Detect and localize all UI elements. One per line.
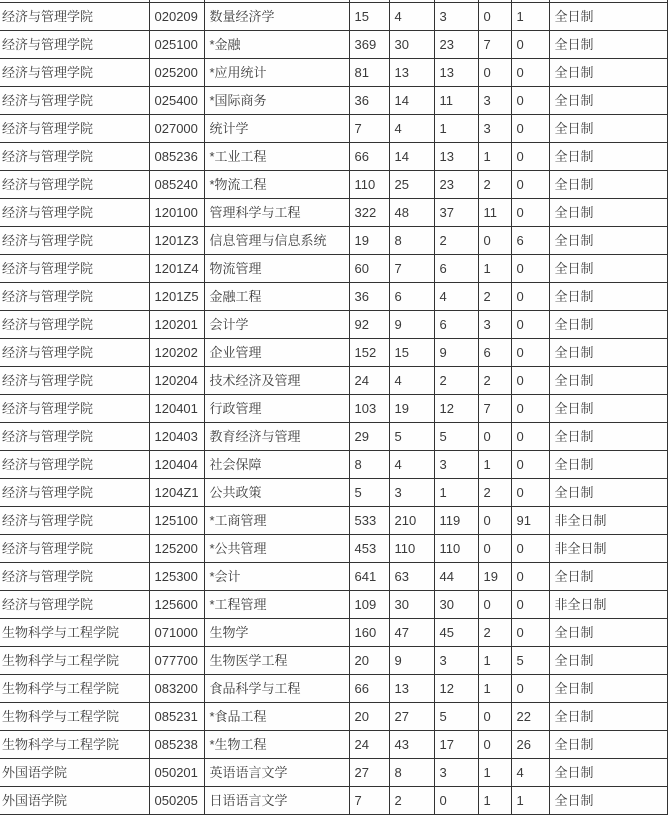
cell-num-4: 2 [478,619,511,647]
table-row [0,787,667,815]
cell-num-1: 7 [349,787,389,815]
cell-num-1: 109 [349,591,389,619]
cell-major-code: 120401 [149,395,204,423]
cell-major-name: 公共政策 [204,479,349,507]
cell-num-1: 36 [349,87,389,115]
cell-major-code: 083200 [149,675,204,703]
cell-num-2: 5 [389,423,434,451]
cell-num-3: 45 [434,619,478,647]
cell-num-5: 0 [511,535,549,563]
cell-num-5: 0 [511,87,549,115]
cell-num-1: 8 [349,451,389,479]
cell-num-1: 24 [349,731,389,759]
cell-num-5: 1 [511,3,549,31]
cell-major-name: 教育经济与管理 [204,423,349,451]
cell-num-3: 2 [434,367,478,395]
cell-study-mode: 全日制 [549,311,667,339]
cell-major-code: 020209 [149,3,204,31]
cell-study-mode: 全日制 [549,283,667,311]
cell-college: 经济与管理学院 [0,255,149,283]
cell-major-code: 050201 [149,759,204,787]
cell-study-mode: 全日制 [549,227,667,255]
cell-num-3: 3 [434,451,478,479]
cell-college: 经济与管理学院 [0,59,149,87]
cell-college: 经济与管理学院 [0,283,149,311]
cell-num-4: 11 [478,199,511,227]
cell-college: 经济与管理学院 [0,171,149,199]
table-row [0,227,667,255]
cell-num-1: 36 [349,283,389,311]
cell-major-code: 085240 [149,171,204,199]
cell-num-4: 7 [478,395,511,423]
cell-num-3: 1 [434,115,478,143]
cell-num-1: 152 [349,339,389,367]
cell-num-5: 0 [511,339,549,367]
cell-num-3: 37 [434,199,478,227]
cell-major-code: 050205 [149,787,204,815]
cell-num-4: 0 [478,591,511,619]
cell-num-5: 0 [511,311,549,339]
cell-num-3: 44 [434,563,478,591]
cell-num-2: 13 [389,59,434,87]
cell-num-1: 369 [349,31,389,59]
table-row [0,31,667,59]
cell-num-3: 23 [434,171,478,199]
cell-num-2: 14 [389,87,434,115]
cell-study-mode: 全日制 [549,563,667,591]
cell-college: 经济与管理学院 [0,115,149,143]
cell-major-code: 025400 [149,87,204,115]
cell-major-code: 125600 [149,591,204,619]
cell-num-3: 12 [434,675,478,703]
cell-major-name: 生物医学工程 [204,647,349,675]
cell-college: 经济与管理学院 [0,199,149,227]
cell-num-5: 0 [511,451,549,479]
cell-num-2: 210 [389,507,434,535]
cell-study-mode: 全日制 [549,339,667,367]
cell-major-code: 1201Z5 [149,283,204,311]
cell-major-code: 071000 [149,619,204,647]
cell-num-3: 6 [434,255,478,283]
cell-major-name: 生物学 [204,619,349,647]
cell-num-5: 0 [511,367,549,395]
cell-num-1: 5 [349,479,389,507]
cell-study-mode: 全日制 [549,647,667,675]
cell-major-name: *工业工程 [204,143,349,171]
table-row [0,703,667,731]
cell-num-5: 0 [511,563,549,591]
cell-num-5: 0 [511,255,549,283]
cell-num-4: 0 [478,59,511,87]
cell-num-1: 24 [349,367,389,395]
cell-num-2: 14 [389,143,434,171]
cell-major-code: 125300 [149,563,204,591]
cell-num-4: 0 [478,423,511,451]
cell-college: 外国语学院 [0,759,149,787]
cell-num-1: 7 [349,115,389,143]
cell-num-2: 15 [389,339,434,367]
cell-num-4: 3 [478,311,511,339]
cell-num-2: 4 [389,367,434,395]
cell-college: 外国语学院 [0,787,149,815]
cell-major-name: *工商管理 [204,507,349,535]
cell-major-name: *金融 [204,31,349,59]
cell-study-mode: 全日制 [549,731,667,759]
cell-college: 生物科学与工程学院 [0,703,149,731]
cell-num-2: 2 [389,787,434,815]
cell-num-3: 30 [434,591,478,619]
table-row [0,619,667,647]
cell-num-4: 6 [478,339,511,367]
cell-major-code: 125200 [149,535,204,563]
cell-major-name: 数量经济学 [204,3,349,31]
table-row [0,339,667,367]
cell-num-4: 1 [478,143,511,171]
cell-num-1: 453 [349,535,389,563]
cell-num-4: 3 [478,115,511,143]
cell-study-mode: 全日制 [549,171,667,199]
cell-num-2: 27 [389,703,434,731]
cell-num-3: 13 [434,59,478,87]
cell-num-3: 3 [434,759,478,787]
cell-college: 生物科学与工程学院 [0,647,149,675]
cell-num-1: 66 [349,143,389,171]
cell-college: 经济与管理学院 [0,3,149,31]
table-row [0,479,667,507]
cell-num-4: 1 [478,255,511,283]
cell-college: 经济与管理学院 [0,423,149,451]
cell-num-4: 2 [478,367,511,395]
cell-num-1: 66 [349,675,389,703]
cell-num-5: 22 [511,703,549,731]
table-row [0,563,667,591]
cell-college: 生物科学与工程学院 [0,675,149,703]
cell-num-3: 0 [434,787,478,815]
cell-num-1: 533 [349,507,389,535]
cell-major-code: 077700 [149,647,204,675]
cell-num-3: 3 [434,3,478,31]
cell-college: 生物科学与工程学院 [0,731,149,759]
cell-major-code: 120201 [149,311,204,339]
cell-study-mode: 全日制 [549,3,667,31]
cell-num-4: 2 [478,171,511,199]
cell-major-code: 1201Z3 [149,227,204,255]
cell-num-5: 0 [511,675,549,703]
cell-study-mode: 全日制 [549,423,667,451]
table-row [0,255,667,283]
cell-major-name: 社会保障 [204,451,349,479]
table-row [0,647,667,675]
cell-college: 经济与管理学院 [0,311,149,339]
cell-major-code: 085231 [149,703,204,731]
cell-num-4: 1 [478,759,511,787]
cell-num-3: 12 [434,395,478,423]
cell-college: 经济与管理学院 [0,451,149,479]
cell-major-code: 027000 [149,115,204,143]
cell-major-code: 025100 [149,31,204,59]
cell-num-5: 0 [511,283,549,311]
cell-num-1: 110 [349,171,389,199]
cell-num-3: 2 [434,227,478,255]
cell-num-2: 4 [389,115,434,143]
cell-major-name: 食品科学与工程 [204,675,349,703]
cell-major-name: *公共管理 [204,535,349,563]
table-row [0,367,667,395]
table-row [0,143,667,171]
cell-college: 经济与管理学院 [0,227,149,255]
cell-num-4: 2 [478,283,511,311]
cell-college: 生物科学与工程学院 [0,619,149,647]
cell-num-1: 20 [349,647,389,675]
cell-num-3: 1 [434,479,478,507]
cell-study-mode: 全日制 [549,759,667,787]
cell-num-4: 0 [478,507,511,535]
cell-college: 经济与管理学院 [0,367,149,395]
cell-study-mode: 全日制 [549,619,667,647]
cell-num-5: 0 [511,115,549,143]
cell-num-1: 322 [349,199,389,227]
cell-study-mode: 全日制 [549,59,667,87]
cell-study-mode: 非全日制 [549,507,667,535]
cell-college: 经济与管理学院 [0,535,149,563]
cell-major-code: 120204 [149,367,204,395]
cell-college: 经济与管理学院 [0,507,149,535]
cell-num-3: 5 [434,423,478,451]
cell-num-5: 0 [511,59,549,87]
cell-num-3: 23 [434,31,478,59]
cell-study-mode: 非全日制 [549,535,667,563]
table-row [0,171,667,199]
cell-num-4: 2 [478,479,511,507]
cell-study-mode: 全日制 [549,255,667,283]
cell-num-3: 4 [434,283,478,311]
cell-major-code: 025200 [149,59,204,87]
cell-major-name: *生物工程 [204,731,349,759]
table-row [0,3,667,31]
cell-num-1: 92 [349,311,389,339]
cell-num-5: 0 [511,395,549,423]
cell-num-5: 0 [511,31,549,59]
cell-major-code: 085236 [149,143,204,171]
cell-major-code: 120403 [149,423,204,451]
cell-study-mode: 全日制 [549,451,667,479]
cell-num-2: 110 [389,535,434,563]
cell-num-5: 0 [511,171,549,199]
cell-study-mode: 全日制 [549,787,667,815]
cell-num-2: 63 [389,563,434,591]
cell-num-2: 13 [389,675,434,703]
cell-num-2: 19 [389,395,434,423]
cell-major-name: 统计学 [204,115,349,143]
cell-num-2: 30 [389,591,434,619]
table-row [0,115,667,143]
cell-major-code: 120202 [149,339,204,367]
table-row [0,451,667,479]
cell-num-2: 9 [389,311,434,339]
cell-college: 经济与管理学院 [0,87,149,115]
cell-num-3: 11 [434,87,478,115]
cell-num-3: 17 [434,731,478,759]
cell-major-name: 英语语言文学 [204,759,349,787]
cell-major-name: 管理科学与工程 [204,199,349,227]
cell-num-1: 60 [349,255,389,283]
cell-num-1: 19 [349,227,389,255]
cell-num-3: 13 [434,143,478,171]
cell-num-1: 81 [349,59,389,87]
cell-num-2: 6 [389,283,434,311]
cell-num-1: 160 [349,619,389,647]
cell-college: 经济与管理学院 [0,591,149,619]
cell-num-5: 91 [511,507,549,535]
cell-num-2: 30 [389,31,434,59]
cell-num-5: 0 [511,199,549,227]
cell-study-mode: 全日制 [549,143,667,171]
cell-major-name: *国际商务 [204,87,349,115]
table-row [0,283,667,311]
cell-college: 经济与管理学院 [0,563,149,591]
cell-study-mode: 全日制 [549,703,667,731]
cell-num-4: 0 [478,3,511,31]
cell-num-5: 4 [511,759,549,787]
cell-major-name: 行政管理 [204,395,349,423]
cell-major-name: 金融工程 [204,283,349,311]
cell-num-4: 0 [478,227,511,255]
cell-num-5: 0 [511,479,549,507]
table-row [0,199,667,227]
cell-num-5: 0 [511,423,549,451]
cell-num-2: 9 [389,647,434,675]
cell-major-name: 会计学 [204,311,349,339]
cell-num-4: 3 [478,87,511,115]
cell-study-mode: 全日制 [549,675,667,703]
cell-study-mode: 全日制 [549,87,667,115]
cell-num-2: 8 [389,227,434,255]
cell-num-2: 4 [389,3,434,31]
cell-num-2: 8 [389,759,434,787]
table-row [0,423,667,451]
cell-major-code: 125100 [149,507,204,535]
cell-study-mode: 全日制 [549,395,667,423]
cell-college: 经济与管理学院 [0,339,149,367]
cell-num-4: 1 [478,787,511,815]
cell-major-name: 企业管理 [204,339,349,367]
cell-major-name: *工程管理 [204,591,349,619]
cell-num-1: 15 [349,3,389,31]
cell-study-mode: 全日制 [549,199,667,227]
cell-num-5: 0 [511,591,549,619]
cell-major-name: 日语语言文学 [204,787,349,815]
table-row [0,759,667,787]
cell-num-2: 48 [389,199,434,227]
table-row [0,535,667,563]
cell-study-mode: 全日制 [549,115,667,143]
cell-num-3: 110 [434,535,478,563]
cell-num-1: 641 [349,563,389,591]
cell-num-3: 3 [434,647,478,675]
cell-num-2: 7 [389,255,434,283]
cell-num-4: 0 [478,703,511,731]
cell-major-name: 信息管理与信息系统 [204,227,349,255]
cell-num-4: 1 [478,451,511,479]
cell-num-3: 5 [434,703,478,731]
cell-num-4: 19 [478,563,511,591]
cell-major-name: 技术经济及管理 [204,367,349,395]
table-row [0,395,667,423]
cell-study-mode: 全日制 [549,31,667,59]
cell-num-1: 29 [349,423,389,451]
cell-num-1: 27 [349,759,389,787]
cell-num-2: 4 [389,451,434,479]
cell-num-4: 7 [478,31,511,59]
table-row [0,311,667,339]
cell-num-2: 43 [389,731,434,759]
cell-major-name: *物流工程 [204,171,349,199]
cell-major-code: 1201Z4 [149,255,204,283]
table-row [0,59,667,87]
cell-num-2: 47 [389,619,434,647]
cell-num-2: 3 [389,479,434,507]
cell-num-5: 0 [511,143,549,171]
cell-major-code: 1204Z1 [149,479,204,507]
cell-num-1: 20 [349,703,389,731]
cell-num-4: 0 [478,535,511,563]
cell-num-4: 0 [478,731,511,759]
cell-college: 经济与管理学院 [0,143,149,171]
cell-major-name: *应用统计 [204,59,349,87]
cell-num-2: 25 [389,171,434,199]
cell-college: 经济与管理学院 [0,395,149,423]
table-row [0,507,667,535]
cell-college: 经济与管理学院 [0,31,149,59]
cell-num-5: 1 [511,787,549,815]
cell-num-3: 119 [434,507,478,535]
cell-major-name: *食品工程 [204,703,349,731]
table-row [0,87,667,115]
table-row [0,591,667,619]
cell-num-4: 1 [478,647,511,675]
cell-num-3: 6 [434,311,478,339]
cell-major-code: 120404 [149,451,204,479]
cell-major-code: 085238 [149,731,204,759]
cell-num-5: 0 [511,619,549,647]
cell-num-5: 26 [511,731,549,759]
cell-num-4: 1 [478,675,511,703]
cell-major-name: 物流管理 [204,255,349,283]
cell-study-mode: 全日制 [549,479,667,507]
table-row [0,731,667,759]
cell-study-mode: 非全日制 [549,591,667,619]
table-row [0,675,667,703]
cell-num-5: 6 [511,227,549,255]
cell-major-name: *会计 [204,563,349,591]
cell-num-5: 5 [511,647,549,675]
cell-college: 经济与管理学院 [0,479,149,507]
cell-study-mode: 全日制 [549,367,667,395]
cell-major-code: 120100 [149,199,204,227]
cell-num-3: 9 [434,339,478,367]
cell-num-1: 103 [349,395,389,423]
